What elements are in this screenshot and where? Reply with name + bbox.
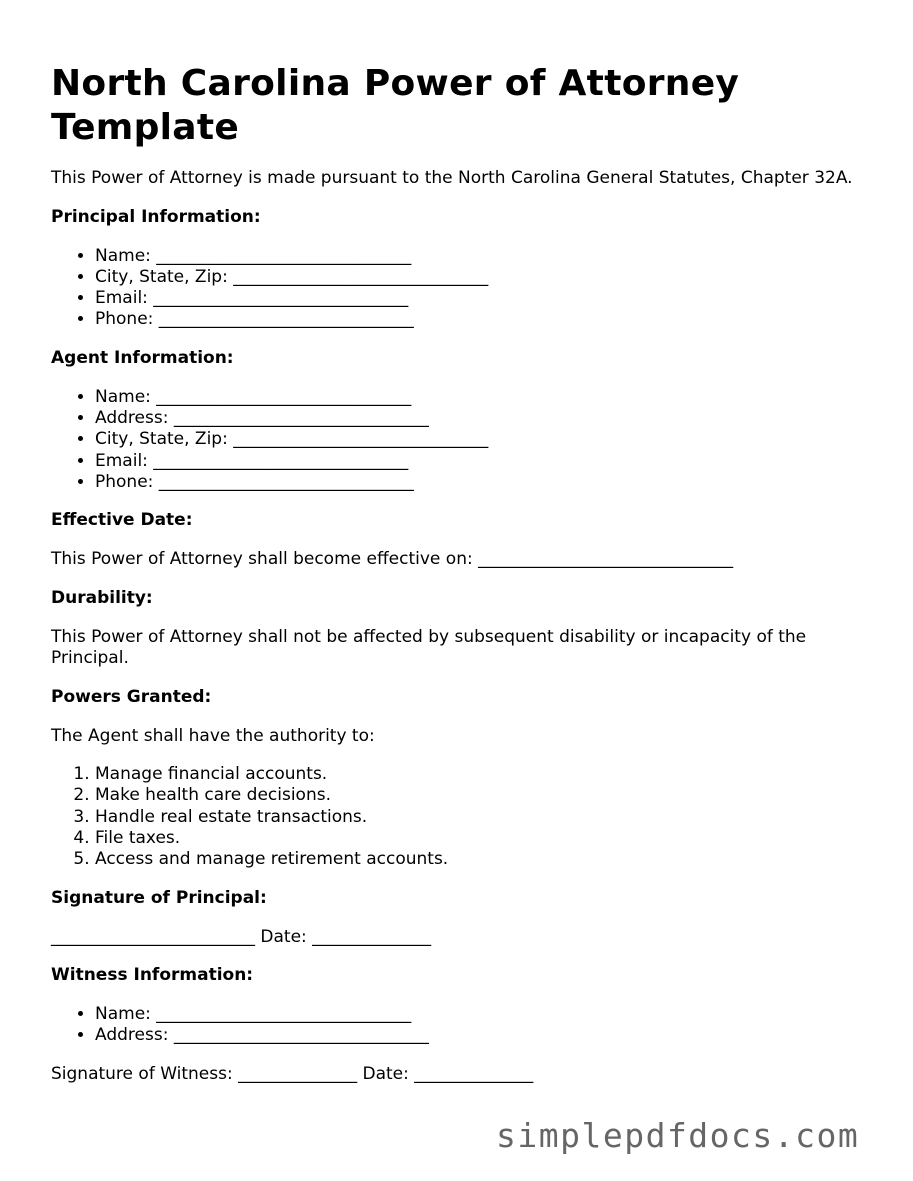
agent-address-field: • Address: ______________________________ <box>95 408 871 429</box>
effective-date-heading: Effective Date: <box>51 510 193 531</box>
powers-heading: Powers Granted: <box>51 686 212 707</box>
agent-heading: Agent Information: <box>51 347 234 368</box>
principal-email-field: • Email: ______________________________ <box>95 288 871 309</box>
power-item: 1. Manage financial accounts. <box>95 764 871 785</box>
agent-email-field: • Email: ______________________________ <box>95 451 871 472</box>
principal-signature-heading: Signature of Principal: <box>51 887 267 908</box>
agent-phone-field: • Phone: ______________________________ <box>95 472 871 493</box>
principal-list <box>51 246 871 331</box>
power-item: 4. File taxes. <box>95 828 871 849</box>
witness-signature-line: Signature of Witness: ______________ Date: ______________ <box>51 1063 534 1084</box>
power-item: 5. Access and manage retirement accounts. <box>95 849 871 870</box>
witness-heading: Witness Information: <box>51 965 254 986</box>
intro-paragraph: This Power of Attorney is made pursuant to the North Carolina General Statutes, Chapter 32A. <box>51 168 853 188</box>
durability-text: This Power of Attorney shall not be affected by subsequent disability or incapacity of the Principal. <box>51 626 807 669</box>
power-item: 3. Handle real estate transactions. <box>95 807 871 828</box>
power-item: 2. Make health care decisions. <box>95 785 871 806</box>
principal-heading: Principal Information: <box>51 206 261 227</box>
agent-city-field: • City, State, Zip: ______________________________ <box>95 429 871 450</box>
principal-signature-line: ________________________ Date: ______________ <box>51 926 432 947</box>
principal-city-field: • City, State, Zip: ______________________________ <box>95 267 871 288</box>
effective-date-text: This Power of Attorney shall become effective on: ______________________________ <box>51 549 734 570</box>
witness-list <box>51 1004 871 1047</box>
agent-name-field: • Name: ______________________________ <box>95 387 871 408</box>
agent-list <box>51 387 871 493</box>
principal-phone-field: • Phone: ______________________________ <box>95 309 871 330</box>
durability-heading: Durability: <box>51 587 153 608</box>
watermark: simplepdfdocs.com <box>496 1116 860 1155</box>
witness-name-field: • Name: ______________________________ <box>95 1004 871 1025</box>
powers-list <box>51 764 871 870</box>
witness-address-field: • Address: ______________________________ <box>95 1025 871 1046</box>
page-title: North Carolina Power of Attorney Template <box>51 63 740 148</box>
powers-intro: The Agent shall have the authority to: <box>51 725 375 746</box>
principal-name-field: • Name: ______________________________ <box>95 246 871 267</box>
document-page <box>51 62 871 1102</box>
